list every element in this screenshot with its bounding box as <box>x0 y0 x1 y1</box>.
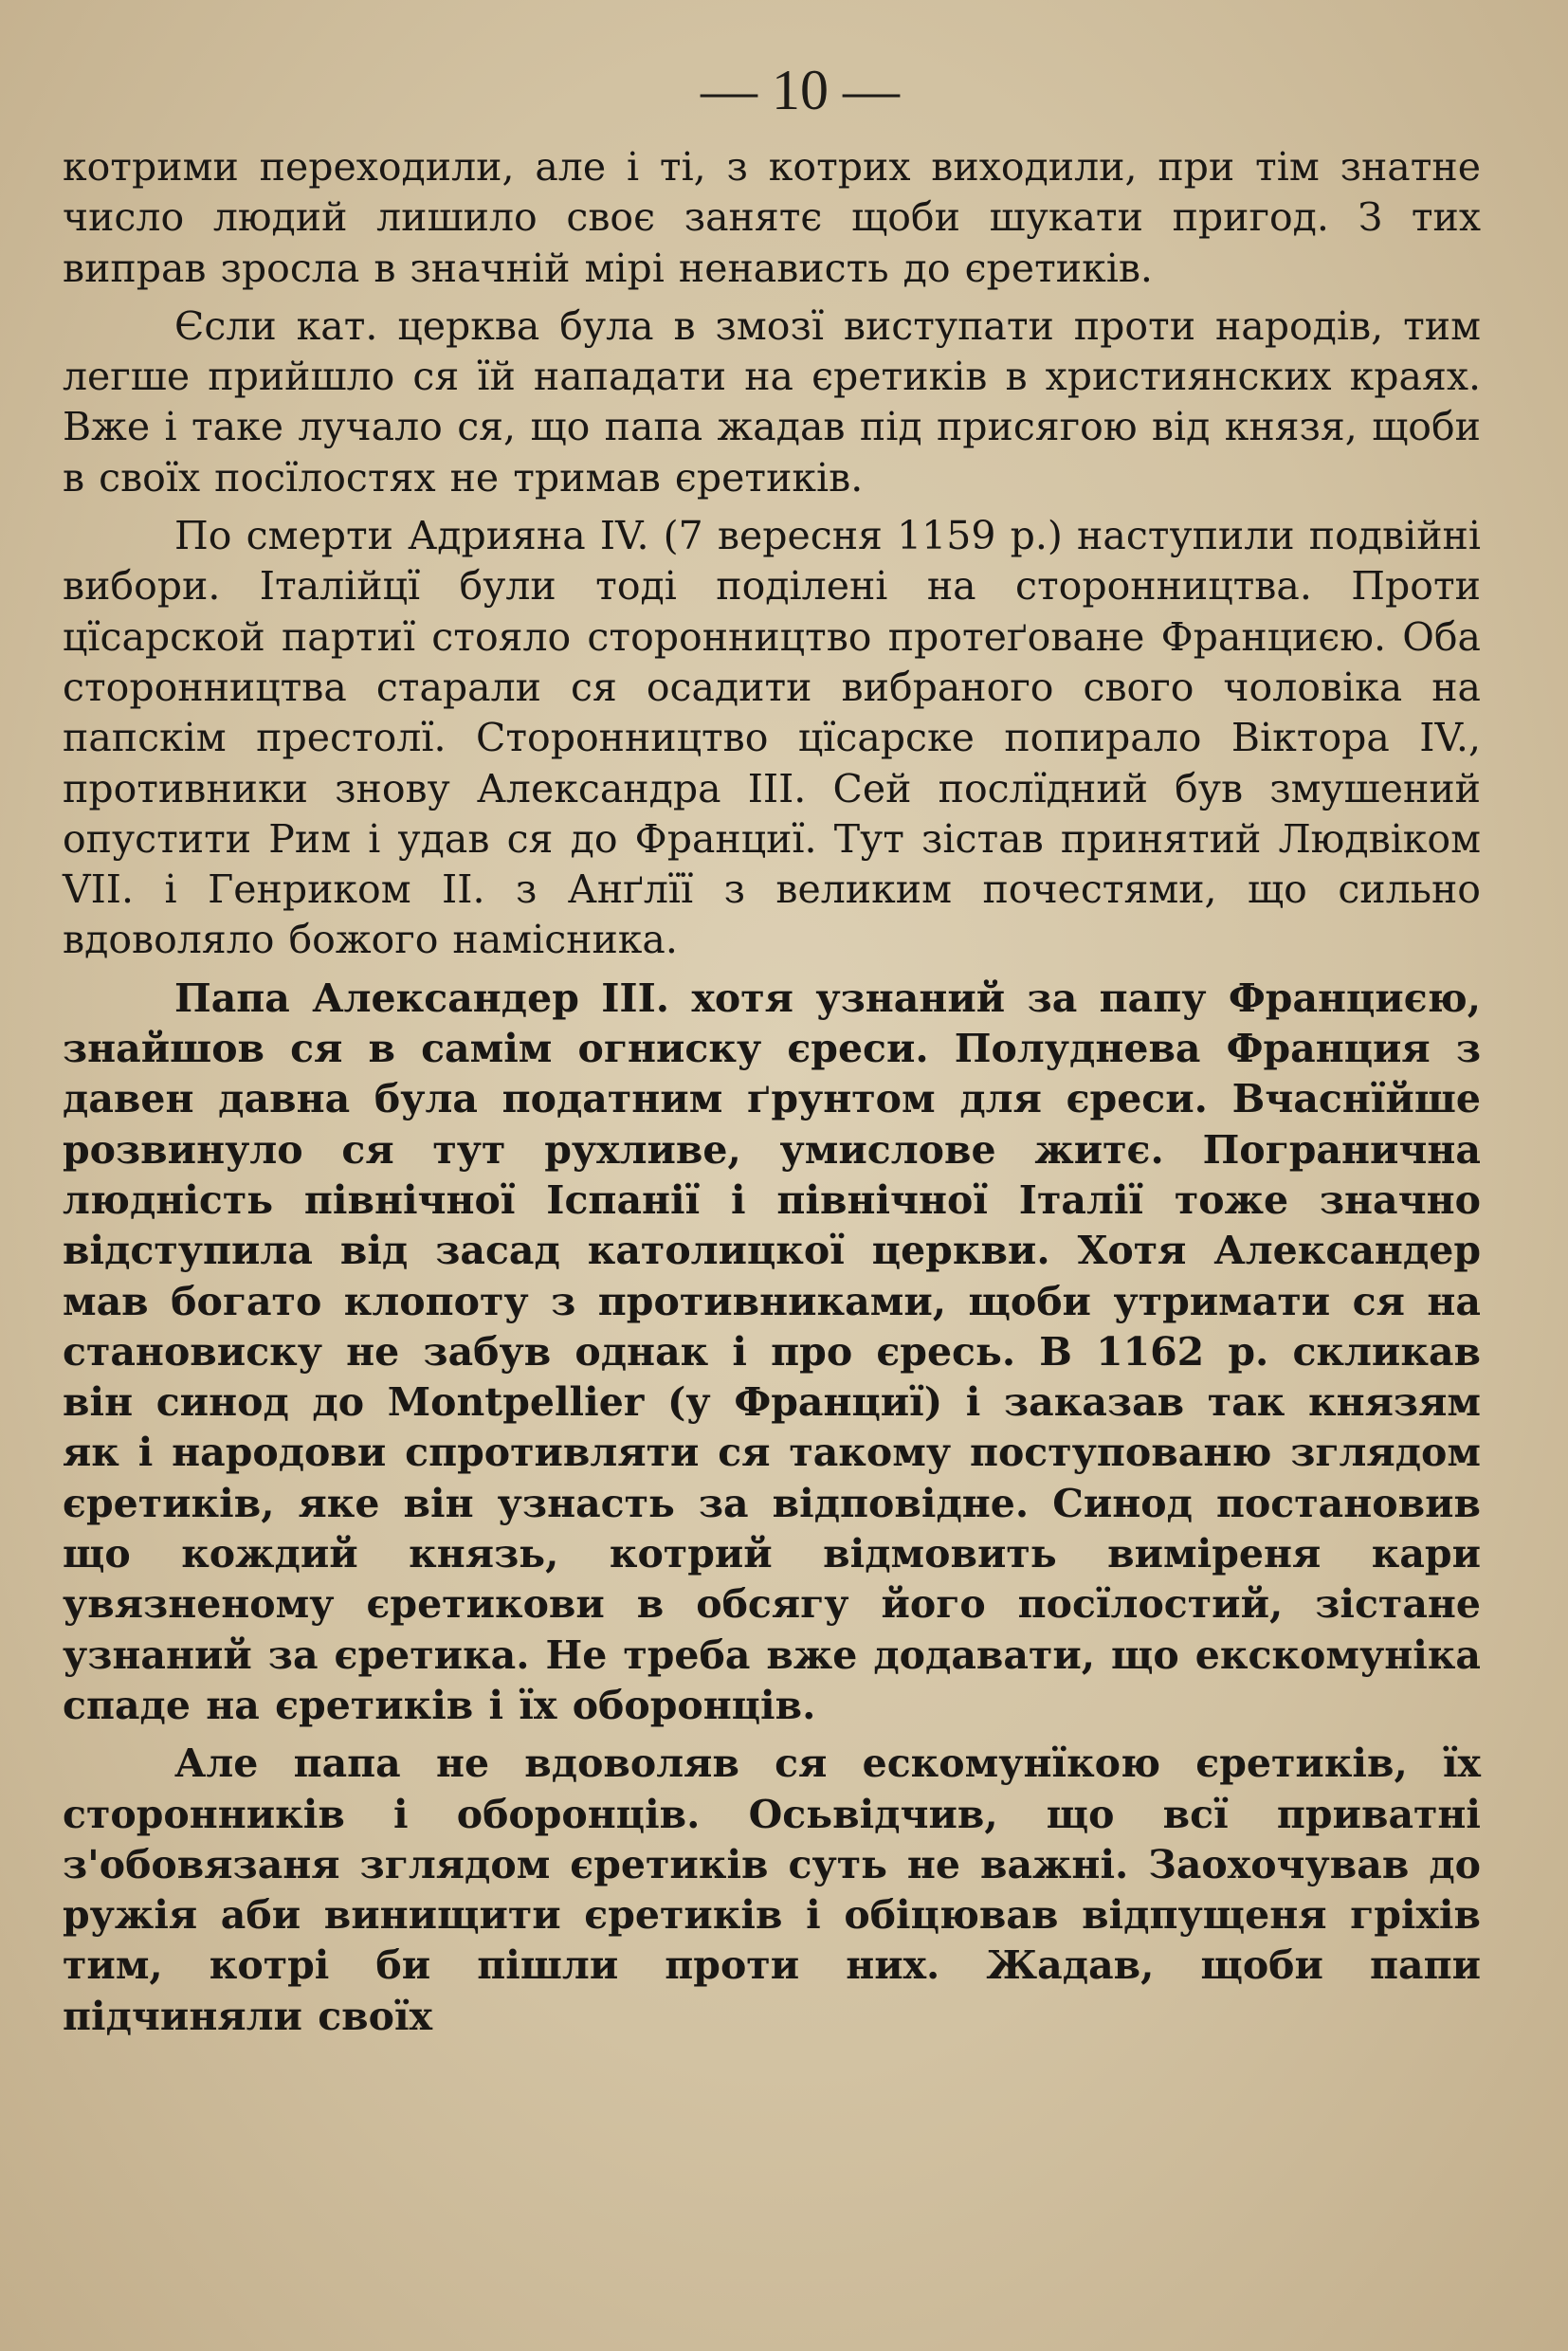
paragraph-5: Але папа не вдоволяв ся ескомунїкою єретиків, їх сторонників і оборонців. Осьвідчив, що всї приватні з'обовязаня зглядом єретиків суть не важні. Заохочував до ружія аби винищити єретиків і обіцював відпущеня гріхів тим, котрі би пішли проти них. Жадав, щоби папи підчиняли своїх <box>63 1740 1481 2039</box>
paragraph-3: По смерти Адрияна IV. (7 вересня 1159 р.) наступили подвійні вибори. Італійцї були тоді поділені на сторонництва. Проти цїсарской партиї стояло сторонництво протеґоване Франциєю. Оба сторонництва старали ся осадити вибраного свого чоловіка на папскім престолї. Сторонництво цїсарске попирало Віктора IV., противники знову Александра III. Сей послїдний був змушений опустити Рим і удав ся до Франциї. Тут зістав принятий Людвіком VII. і Генриком II. з Анґлїї з великим почестями, що сильно вдоволяло божого намісника. <box>63 513 1481 963</box>
paragraph-1: котрими переходили, але і ті, з котрих виходили, при тім знатне число людий лишило своє занятє щоби шукати пригод. З тих виправ зросла в значній мірі ненависть до єретиків. <box>63 144 1481 291</box>
page-number: — 10 — <box>701 59 900 121</box>
paragraph-4: Папа Александер III. хотя узнаний за папу Франциєю, знайшов ся в самім огниску єреси. Полуднева Франция з давен давна була податним ґрунтом для єреси. Вчаснїйше розвинуло ся тут рухливе, умислове житє. Погранична людність північної Іспанії і північної Італії тоже значно відступила від засад католицкої церкви. Хотя Александер мав богато клопоту з противниками, щоби утримати ся на становиску не забув однак і про єресь. В 1162 р. скликав він синод до Montpellier (у Франциї) і заказав так князям як і народови спротивляти ся такому поступованю зглядом єретиків, яке він узнасть за відповідне. Синод постановив що кождий князь, котрий відмовить виміреня кари увязненому єретикови в обсягу його посїлостий, зістане узнаний за єретика. Не треба вже додавати, що екскомуніка спаде на єретиків і їх оборонців. <box>63 975 1481 1728</box>
paragraph-2: Єсли кат. церква була в змозї виступати проти народів, тим легше прийшло ся їй нападати на єретиків в християнских краях. Вже і таке лучало ся, що папа жадав під присягою від князя, щоби в своїх посїлостях не тримав єретиків. <box>63 302 1481 501</box>
